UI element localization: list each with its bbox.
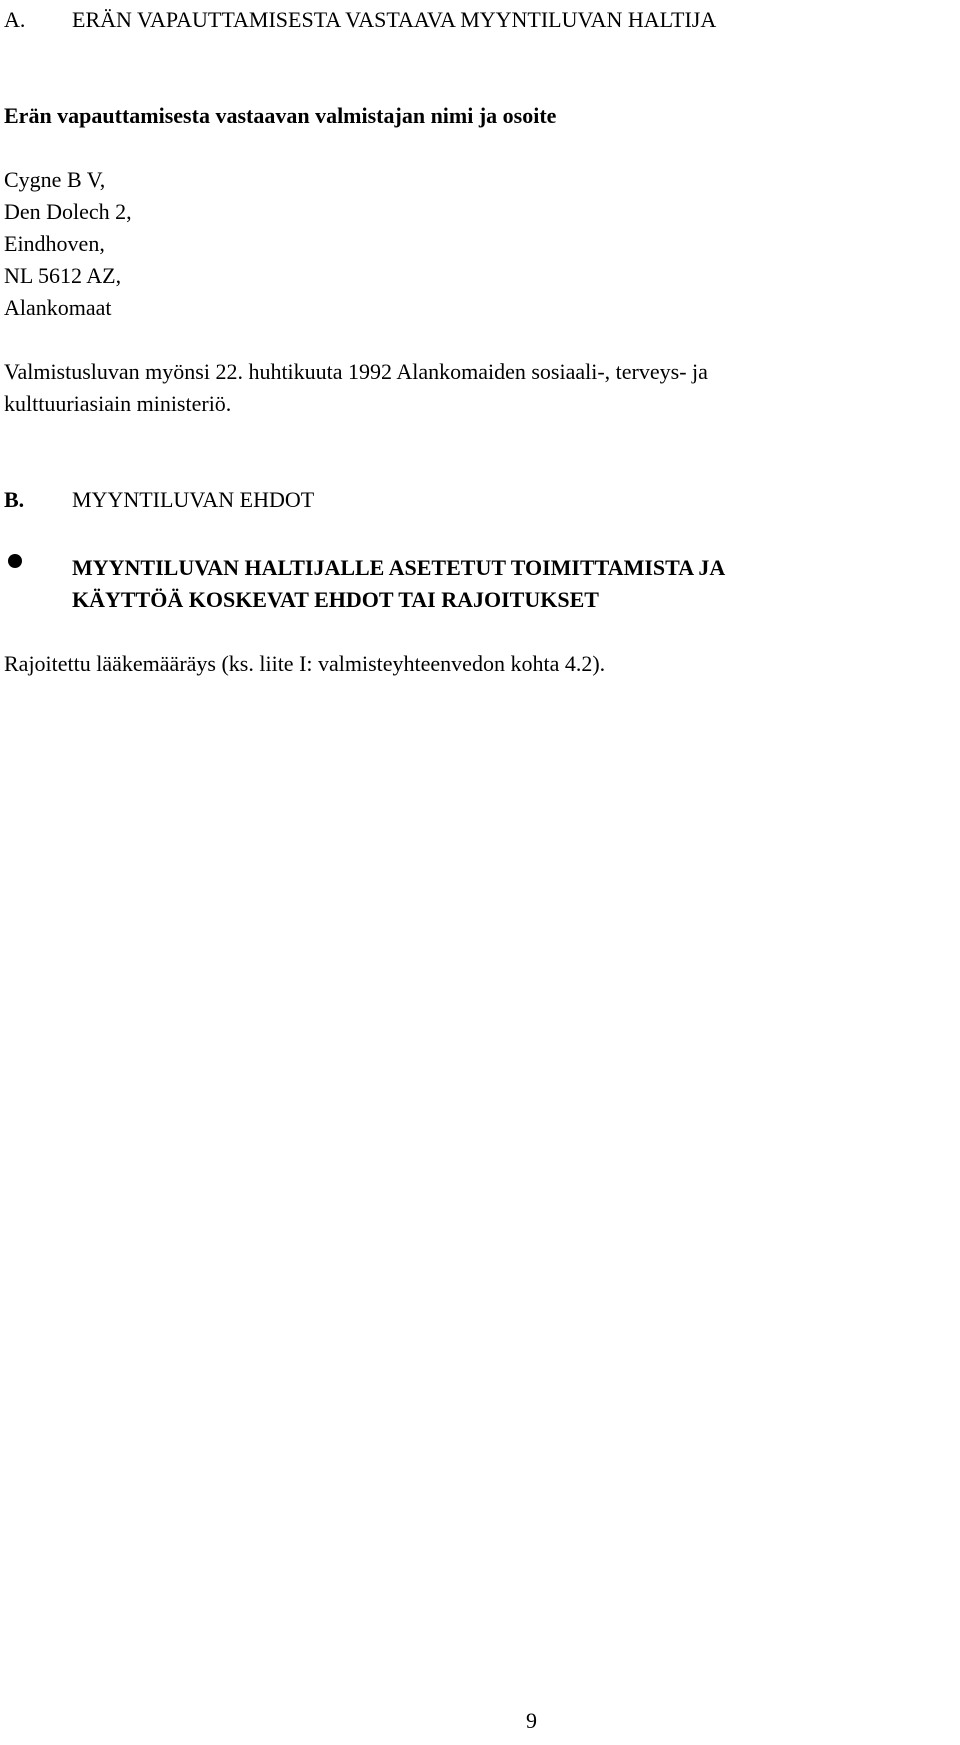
- page-number: 9: [526, 1708, 537, 1733]
- section-a-title: ERÄN VAPAUTTAMISESTA VASTAAVA MYYNTILUVAN HALTIJA: [72, 7, 717, 32]
- authorization-line: kulttuuriasiain ministeriö.: [4, 391, 232, 416]
- bullet-icon: [8, 554, 22, 568]
- section-a-marker: A.: [4, 7, 26, 32]
- address-line: Alankomaat: [4, 295, 112, 320]
- section-b-marker: B.: [4, 487, 25, 512]
- bullet-line: MYYNTILUVAN HALTIJALLE ASETETUT TOIMITTAMISTA JA: [72, 555, 726, 580]
- authorization-line: Valmistusluvan myönsi 22. huhtikuuta 1992 Alankomaiden sosiaali-, terveys- ja: [4, 359, 708, 384]
- address-line: NL 5612 AZ,: [4, 263, 122, 288]
- address-line: Eindhoven,: [4, 231, 105, 256]
- conditions-bullet-text: [72, 552, 725, 616]
- address-line: Den Dolech 2,: [4, 199, 132, 224]
- manufacturer-heading: Erän vapauttamisesta vastaavan valmistajan nimi ja osoite: [4, 103, 557, 128]
- address-line: Cygne B V,: [4, 167, 106, 192]
- section-b-title: MYYNTILUVAN EHDOT: [72, 487, 315, 512]
- bullet-line: KÄYTTÖÄ KOSKEVAT EHDOT TAI RAJOITUKSET: [72, 587, 599, 612]
- restriction-text: Rajoitettu lääkemääräys (ks. liite I: valmisteyhteenvedon kohta 4.2).: [4, 651, 606, 676]
